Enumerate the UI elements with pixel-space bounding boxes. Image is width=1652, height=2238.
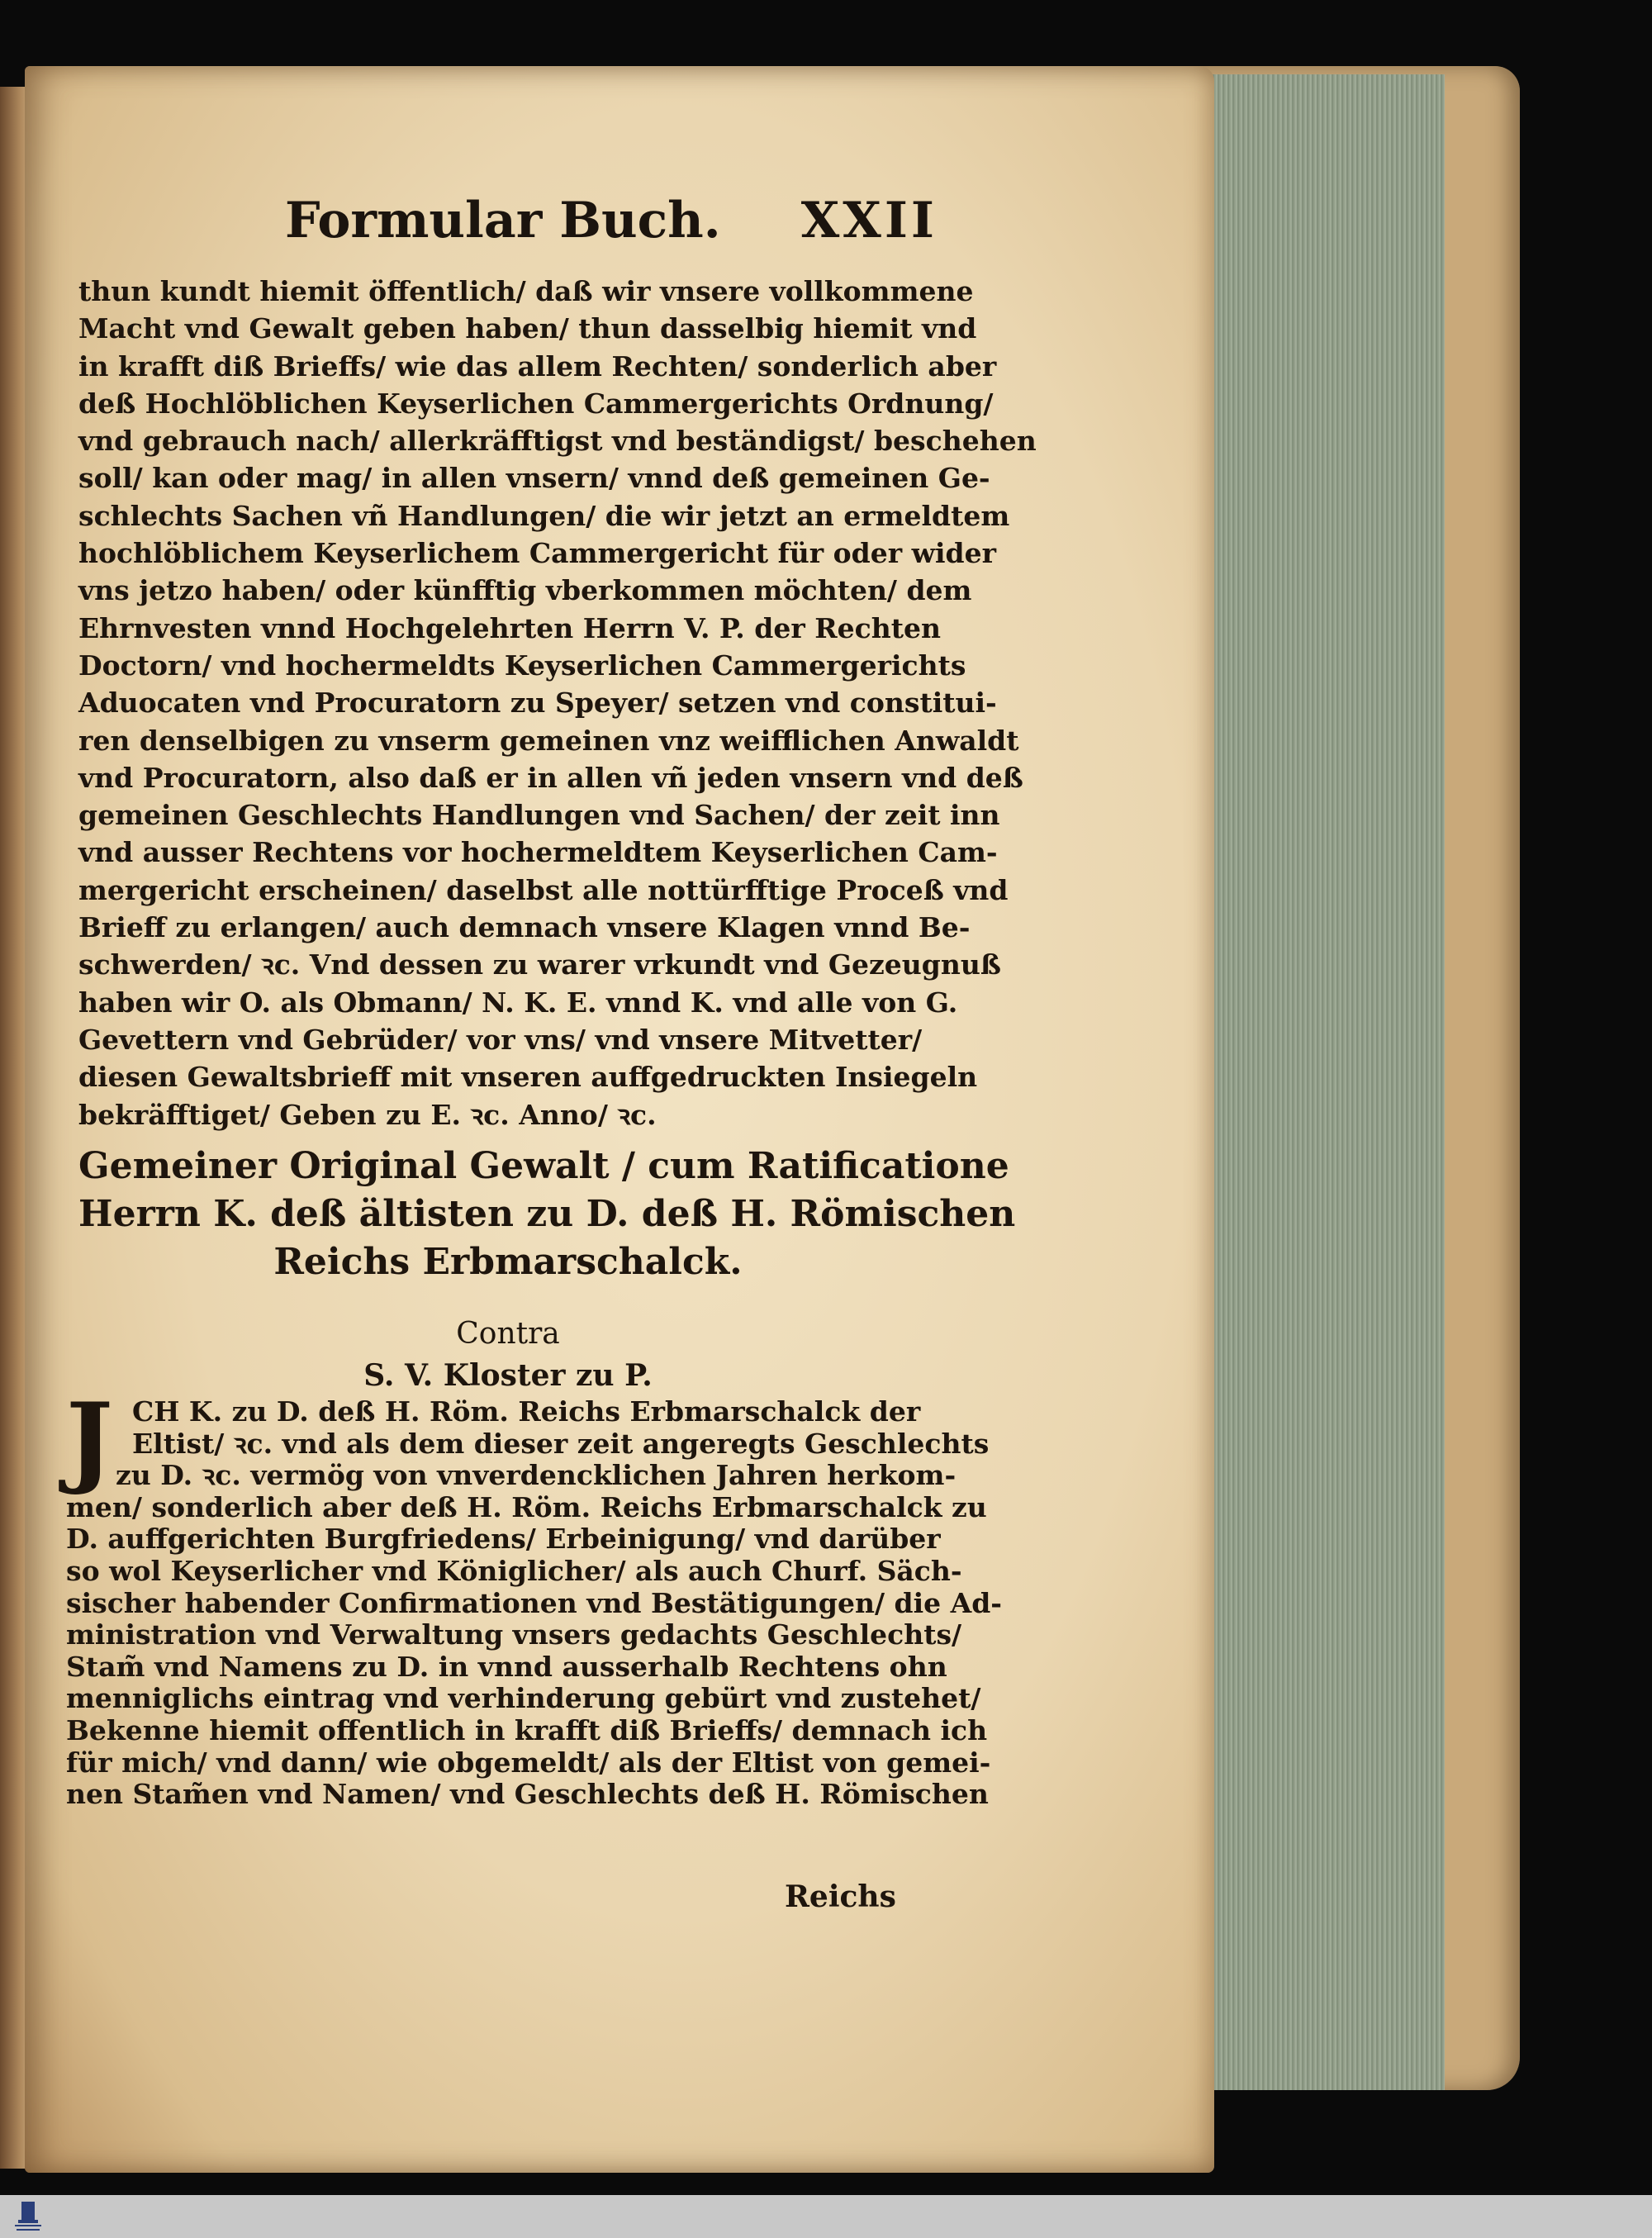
decorated-initial: J — [66, 1381, 113, 1498]
text-line: ren denselbigen zu vnserm gemeinen vnz weifflichen Anwaldt — [78, 724, 1019, 757]
text-line: soll/ kan oder mag/ in allen vnsern/ vnnd deß gemeinen Ge- — [78, 462, 990, 495]
text-line: gemeinen Geschlechts Handlungen vnd Sachen/ der zeit inn — [78, 799, 1000, 832]
body-line: Stam̃ vnd Namens zu D. in vnnd ausserhalb Rechtens ohn — [66, 1650, 947, 1683]
text-line: deß Hochlöblichen Keyserlichen Cammergerichts Ordnung/ — [78, 387, 994, 420]
body-line: CH K. zu D. deß H. Röm. Reichs Erbmarschalck der — [132, 1395, 921, 1428]
heading-line-1: Gemeiner Original Gewalt / cum Ratificatione — [78, 1145, 1009, 1187]
heading-line-2: Herrn K. deß ältisten zu D. deß H. Römischen — [78, 1193, 1016, 1235]
text-line: haben wir O. als Obmann/ N. K. E. vnnd K. vnd alle von G. — [78, 986, 958, 1019]
text-line: Aduocaten vnd Procuratorn zu Speyer/ setzen vnd constitui- — [78, 687, 997, 720]
text-line: Doctorn/ vnd hochermeldts Keyserlichen Cammergerichts — [78, 649, 966, 682]
body-line: menniglichs eintrag vnd verhinderung gebürt vnd zustehet/ — [66, 1682, 981, 1715]
running-title: Formular Buch. — [285, 192, 721, 249]
folio-number: XXII — [800, 192, 938, 249]
body-line: D. auffgerichten Burgfriedens/ Erbeinigung/ vnd darüber — [66, 1523, 941, 1556]
text-line: in krafft diß Brieffs/ wie das allem Rechten/ sonderlich aber — [78, 349, 997, 383]
body-line: ministration vnd Verwaltung vnsers gedachts Geschlechts/ — [66, 1618, 962, 1651]
text-line: Gevettern vnd Gebrüder/ vor vns/ vnd vnsere Mitvetter/ — [78, 1023, 923, 1056]
text-block — [78, 273, 1037, 1133]
body-line: so wol Keyserlicher vnd Königlicher/ als auch Churf. Säch- — [66, 1554, 962, 1587]
text-line: thun kundt hiemit öffentlich/ daß wir vnsere vollkommene — [78, 275, 974, 307]
library-logo-icon — [12, 2198, 45, 2235]
text-line: Brieff zu erlangen/ auch demnach vnsere Klagen vnnd Be- — [78, 911, 971, 944]
page-header — [285, 192, 938, 266]
text-line: schlechts Sachen vñ Handlungen/ die wir jetzt an ermeldtem — [78, 499, 1010, 532]
text-line: vns jetzo haben/ oder künfftig vberkommen möchten/ dem — [78, 574, 972, 607]
text-line: bekräfftiget/ Geben zu E. ꝛc. Anno/ ꝛc. — [78, 1098, 657, 1131]
page-edges — [1202, 74, 1445, 2090]
body-line: men/ sonderlich aber deß H. Röm. Reichs Erbmarschalck zu — [66, 1490, 987, 1523]
text-line: vnd gebrauch nach/ allerkräfftigst vnd beständigst/ beschehen — [78, 425, 1037, 458]
text-line: schwerden/ ꝛc. Vnd dessen zu warer vrkundt vnd Gezeugnuß — [78, 948, 1001, 981]
body-line: für mich/ vnd dann/ wie obgemeldt/ als der Eltist von gemei- — [66, 1746, 991, 1779]
body-line: sischer habender Confirmationen vnd Bestätigungen/ die Ad- — [66, 1586, 1002, 1619]
body-line: Bekenne hiemit offentlich in krafft diß Brieffs/ demnach ich — [66, 1713, 988, 1746]
contra-party: S. V. Kloster zu P. — [363, 1358, 653, 1393]
text-line: vnd Procuratorn, also daß er in allen vñ jeden vnsern vnd deß — [78, 761, 1023, 794]
contra-block — [78, 1314, 938, 1396]
section-heading — [78, 1143, 1016, 1286]
catchword: Reichs — [785, 1879, 896, 1914]
text-line: Ehrnvesten vnnd Hochgelehrten Herrn V. P. der Rechten — [78, 611, 941, 644]
body-line: Eltist/ ꝛc. vnd als dem dieser zeit angeregts Geschlechts — [132, 1427, 990, 1460]
body-line: nen Stam̃en vnd Namen/ vnd Geschlechts deß H. Römischen — [66, 1778, 989, 1811]
body-line: zu D. ꝛc. vermög von vnverdencklichen Jahren herkom- — [116, 1459, 957, 1492]
text-line: hochlöblichem Keyserlichem Cammergericht für oder wider — [78, 537, 997, 570]
text-line: vnd ausser Rechtens vor hochermeldtem Keyserlichen Cam- — [78, 836, 998, 869]
heading-line-3: Reichs Erbmarschalck. — [273, 1241, 743, 1283]
text-line: mergericht erscheinen/ daselbst alle nottürfftige Proceß vnd — [78, 873, 1009, 906]
viewer-footer-bar — [0, 2195, 1652, 2238]
text-line: Macht vnd Gewalt geben haben/ thun dasselbig hiemit vnd — [78, 312, 977, 345]
text-line: diesen Gewaltsbrieff mit vnseren auffgedruckten Insiegeln — [78, 1061, 978, 1094]
body-text-block — [66, 1381, 1002, 1811]
contra-label: Contra — [456, 1317, 560, 1351]
